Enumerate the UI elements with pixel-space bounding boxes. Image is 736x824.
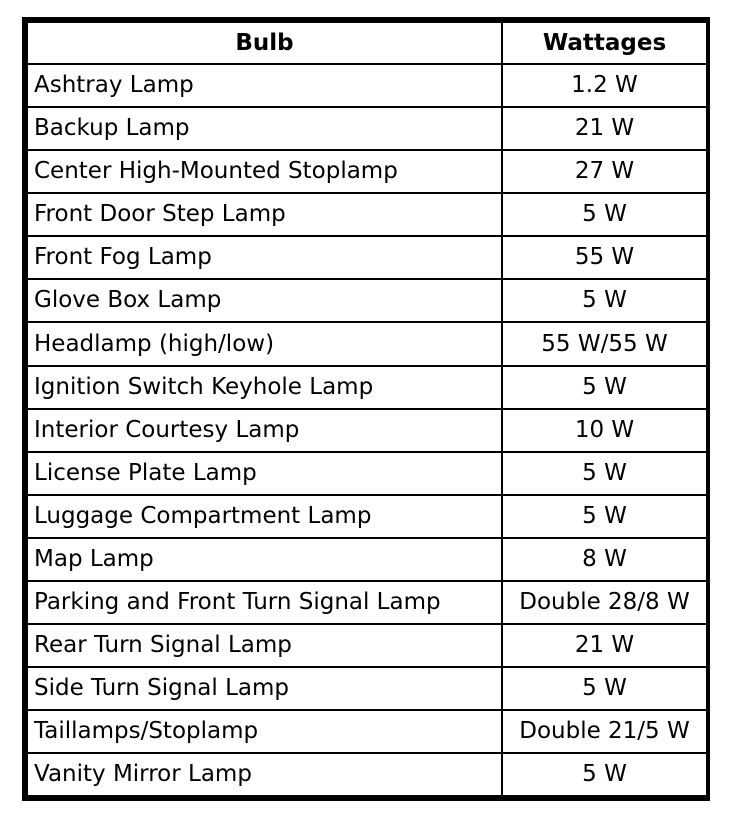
bulb-wattage: 5 W	[502, 279, 707, 322]
header-bulb: Bulb	[27, 22, 502, 64]
table-row	[27, 753, 707, 796]
bulb-name: License Plate Lamp	[27, 452, 502, 495]
bulb-wattage: 5 W	[502, 667, 707, 710]
table-row	[27, 667, 707, 710]
table-row	[27, 452, 707, 495]
bulb-name: Interior Courtesy Lamp	[27, 409, 502, 452]
bulb-wattage: 55 W	[502, 236, 707, 279]
table-row	[27, 538, 707, 581]
table-body	[27, 64, 707, 796]
bulb-name: Headlamp (high/low)	[27, 322, 502, 365]
table-row	[27, 710, 707, 753]
bulb-name: Front Door Step Lamp	[27, 193, 502, 236]
bulb-wattage-table-frame	[22, 17, 710, 801]
table-row	[27, 279, 707, 322]
bulb-wattage: 21 W	[502, 107, 707, 150]
table-row	[27, 581, 707, 624]
table-row	[27, 624, 707, 667]
table-row	[27, 193, 707, 236]
table-row	[27, 236, 707, 279]
bulb-wattage: 55 W/55 W	[502, 322, 707, 365]
bulb-wattage: Double 28/8 W	[502, 581, 707, 624]
table-row	[27, 107, 707, 150]
table-header-row	[27, 22, 707, 64]
table-row	[27, 495, 707, 538]
bulb-name: Center High-Mounted Stoplamp	[27, 150, 502, 193]
bulb-wattage: 1.2 W	[502, 64, 707, 107]
table-row	[27, 409, 707, 452]
bulb-wattage: 5 W	[502, 495, 707, 538]
bulb-name: Front Fog Lamp	[27, 236, 502, 279]
bulb-wattage: 8 W	[502, 538, 707, 581]
bulb-wattage: 5 W	[502, 753, 707, 796]
bulb-name: Map Lamp	[27, 538, 502, 581]
bulb-name: Taillamps/Stoplamp	[27, 710, 502, 753]
bulb-wattage: 5 W	[502, 193, 707, 236]
bulb-name: Ashtray Lamp	[27, 64, 502, 107]
header-wattages: Wattages	[502, 22, 707, 64]
table-row	[27, 150, 707, 193]
bulb-wattage: Double 21/5 W	[502, 710, 707, 753]
bulb-name: Glove Box Lamp	[27, 279, 502, 322]
bulb-name: Side Turn Signal Lamp	[27, 667, 502, 710]
bulb-name: Luggage Compartment Lamp	[27, 495, 502, 538]
table-row	[27, 322, 707, 365]
bulb-wattage: 27 W	[502, 150, 707, 193]
bulb-name: Parking and Front Turn Signal Lamp	[27, 581, 502, 624]
table-row	[27, 366, 707, 409]
bulb-wattage: 5 W	[502, 452, 707, 495]
bulb-name: Vanity Mirror Lamp	[27, 753, 502, 796]
table-row	[27, 64, 707, 107]
bulb-name: Rear Turn Signal Lamp	[27, 624, 502, 667]
bulb-name: Backup Lamp	[27, 107, 502, 150]
bulb-wattage: 21 W	[502, 624, 707, 667]
bulb-wattage-table	[26, 21, 708, 797]
bulb-wattage: 5 W	[502, 366, 707, 409]
bulb-wattage: 10 W	[502, 409, 707, 452]
bulb-name: Ignition Switch Keyhole Lamp	[27, 366, 502, 409]
